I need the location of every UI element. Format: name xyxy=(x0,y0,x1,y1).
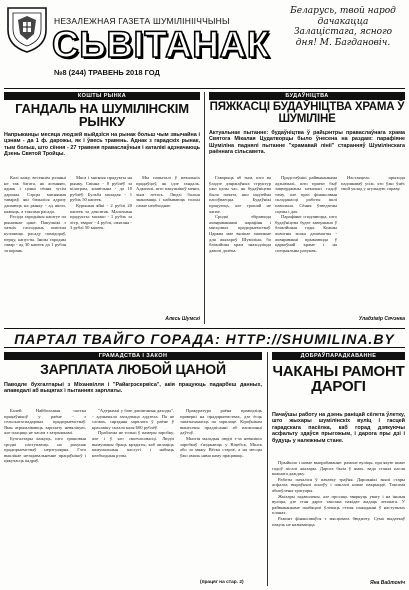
newspaper-title: СЬВІТАНАК xyxy=(52,24,270,65)
salary-headline: ЗАРПЛАТА ЛЮБОЙ ЦАНОЙ xyxy=(40,361,226,377)
salary-paragraph: Многія маладыя людзі з-за невялікіх заробкаў з'язджаюць у Віцебск, Мінск або за мяжу. Вёска старэе, а на месцы ўжо амаль няма каму працаваць. xyxy=(180,435,262,458)
masthead xyxy=(4,4,405,86)
roads-paragraph: Жыхары задаволены, але просяць звярнуць увагу і на іншыя вуліцы, дзе стан дарог таксама пакідае жадаць лепшага. У райвыканкаме паабяцалі ўлічыць гэтыя пажаданні ў наступных планах. xyxy=(272,493,405,516)
church-column-1 xyxy=(209,175,271,323)
salary-column-3 xyxy=(180,408,262,578)
roads-body xyxy=(272,460,405,578)
newspaper-tagline: НЕЗАЛЕЖНАЯ ГАЗЕТА ШУМІЛІНІІЧЧЫНЫ xyxy=(54,16,230,26)
newspaper-motto: Беларусь, твой народ дачакацца Залацістага, ясного дня! М. Багдановіч. xyxy=(290,6,396,48)
salary-column-2 xyxy=(92,408,174,586)
section-label-construction: БУДАЎНІЦТВА xyxy=(209,92,405,100)
portal-banner-link[interactable]: ПАРТАЛ ТВАЙГО ГОРАДА: HTTP://SHUMILINA.BY xyxy=(4,328,405,348)
market-lead: Напрыканцы месяца людзей выйдзіся на рынак больш чым звычайна і цэнам - да 1 ф. дарожы, як і ўвесь травень. Аднак з гарадскіх рынак, тым больш, што сёння - 27 травеня праваслаўныя і каталікі адзначаюць Дзень Святой Тройцы. xyxy=(4,132,200,158)
salary-continued-link[interactable]: (працяг на стар. 2) xyxy=(200,580,244,585)
church-paragraph: Гаворыць аб тым, што ва ўладзе дзяржаўных структур ужо цэлы час, як будаўніцтва было пачата, яно надзейна пасоўваецца. Будаўнікі працуюць, але грошай не хапае. xyxy=(209,175,271,214)
column-divider xyxy=(204,92,205,324)
market-paragraph: Курыныя яйкі - 2 рублі 20 капеек за дзясятак. Малочныя прадукты: малако - 1 рубль за літр, тварог - 4 рублі, смятана - 3 рублі 50 капеек. xyxy=(70,202,132,231)
section-label-improvement: ДОБРАЎПАРАДКАВАННЕ xyxy=(272,352,405,360)
market-headline: ГАНДАЛЬ НА ШУМІЛІНСКІМ РЫНКУ xyxy=(15,101,189,130)
market-paragraph: Мы папыталі ў некалькіх прадаўцоў, як ідзе гандаль. Адказалі, што пакупнікоў менш, чым летась. Людзі больш эканомяць і набываюць толькі самае неабходнае. xyxy=(136,175,200,208)
church-paragraph: Прадстаўнікі райвыканкама адзначылі, што праект быў зацверджаны некалькі гадоў таму, але праз фінансавыя складанасці работы ішлі павольна. Сёння ўзведзены сцены і дах. xyxy=(275,175,337,214)
salary-lead: Паводле бухгалтарыі з Міханвілля і "Райагрэсервіса", акія працуюць падарбеш данных, апаведалі аб выцягах і пытаннях зарплаты. xyxy=(4,382,262,395)
church-paragraph: Парафіяне спадзяюцца, што будаўніцтва будзе завершана ў бліжэйшыя гады. Кожны ахвотны можа дапамагчы - ахвяраванні прымаюцца ў царкоўнай краме і на спецыяльны рахунак. xyxy=(275,214,337,253)
church-lead: Актуальнае пытанне: будаўніцтва ў райцэнтры праваслаўнага храма Святога Мікалая Цудатворцы было ўнесена на раздам: парафіяне Шуміліна паднялі пытанне "храмавай лініі" старанняў Шумілінскага раённага сільсавета. xyxy=(209,130,405,156)
salary-paragraph: "Адтрымлі у базе дапіятаныя даходы", - адзначыла загадчыца аддзела. Па яе словах, сярэдняя зарплата ў раёне ў красавіку склала каля 600 рублёў. xyxy=(92,408,174,430)
roads-lead: Пачаўшы работу на дзень раніцай сёлета ўлетку, што жыхары шумілінскіх вуліц і гасцей гарадскага пасёлка, каб горад дзякуючы асфальту здаўся прыгожым, і дарога пры дзі i будуць у належным стане. xyxy=(272,412,405,444)
church-paragraph: Настаяцель прыхода падзякаваў усім, хто ўжо ўнёс свой уклад у агульную справу. xyxy=(341,175,405,192)
market-paragraph: Калі кажу, весеннім рэзанні не так багата, як асенняю, аднак і цэнні сёння зусім дарожы. Сэрцы мясняныя тавараў, які бачыліся адразу дашаюць на рынку - ад яшчэ, кажыць, а таксама расада. xyxy=(4,175,66,214)
salary-column-1 xyxy=(4,408,86,586)
salary-paragraph: Пракуратура раёна праводзіць праверкі на прадпрыемствах, дзе ёсць запазычанасць па зарплаце. Кіраўнікам вынесены прадпісанні аб пагашэнні даўгоў. xyxy=(180,408,262,436)
roads-author: Яна Вайтоніч xyxy=(369,580,405,586)
roads-paragraph: Рамонт фінансаваўся з мясцовага бюджэту. Сума выдаткаў пакуль не называецца. xyxy=(272,515,405,527)
salary-paragraph: Праблема не толькі ў памеры заробку, але і ў яго своечасовасці. Людзі вымушаны браць крэдыты, каб аплаціць камунальныя паслугі і набыць неабходныя рэчы. xyxy=(92,430,174,458)
market-column-2 xyxy=(70,175,132,323)
church-paragraph: Сродкі збіраюцца ахвяраваннямі парафіян і мясцовых прадпрыемстваў. Царква мае вялікае значэнне для жыхароў Шуміліна, бо бліжэйшы храм знаходзіцца даволі далёка. xyxy=(209,214,271,253)
roads-paragraph: Работы пачаліся ў пачатку траўня. Дарожнікі знялі стары асфальт, выраўнялі асноўу і паклалі новае пакрыццё. Таксама абноўлены тратуары. xyxy=(272,476,405,493)
issue-line: №8 (244) ТРАВЕНЬ 2018 ГОД xyxy=(54,68,160,77)
roads-paragraph: Прыйшло і новае выпрабаванне: рамонт вуліцы, пра якую шмат гадоў пісалі жыхары. Дарога была ў ямах, вада стаяла пасля кожнага дажджу. xyxy=(272,460,405,477)
church-column-2 xyxy=(275,175,337,323)
church-author: Уладзімір Сячэнка xyxy=(358,316,405,322)
roads-headline: ЧАКАНЫ РАМОНТ ДАРОГІ xyxy=(272,363,405,395)
salary-paragraph: Балей. Найбольшая частка працаўнікоў у раёне - з сельскагаспадарчых прадпрыемстваў. Яны атрымліваюць зарплату невялікую, але плацяць яе часам з затрымкамі. xyxy=(4,408,86,436)
market-paragraph: Мяса і мясныя прадукты на рынку. Свінна - 8 рублёў за кілаграм, ялавічына - да 10 рублёў. Бульба маладая - 1 рубль 50 капеек. xyxy=(70,175,132,203)
market-paragraph: Расада гародніны каштуе па рыначнае цане. Пакупнікі з хатніх гасподынь ахвотна купляюць расаду памідораў, перцу, капусты. Іншы гародны тавар - ад 30 капеек да 1 рубля за корань. xyxy=(4,214,66,253)
market-author: Алесь Шумскі xyxy=(165,316,200,322)
market-column-1 xyxy=(4,175,66,323)
market-column-3 xyxy=(136,175,200,315)
column-divider xyxy=(267,352,268,586)
church-column-3 xyxy=(341,175,405,315)
coat-of-arms-icon xyxy=(4,4,50,54)
masthead-divider xyxy=(4,88,405,89)
church-headline: ПЯЖКАСЦІ БУДАЎНІЦТВА ХРАМА Ў ШУМІЛІНЕ xyxy=(209,101,405,125)
section-label-society: ГРАМАДСТВА І ЗАКОН xyxy=(4,352,262,360)
salary-paragraph: Бухгалтары кажуць, што грашовыя сродкі паступаюць на рахунак прадпрыемстваў нерэгулярна. Гэта выклікае незадавальненне працаўнікоў і цякучасць кадраў. xyxy=(4,435,86,464)
section-label-market: КОШТЫ РЫНКА xyxy=(4,92,200,100)
